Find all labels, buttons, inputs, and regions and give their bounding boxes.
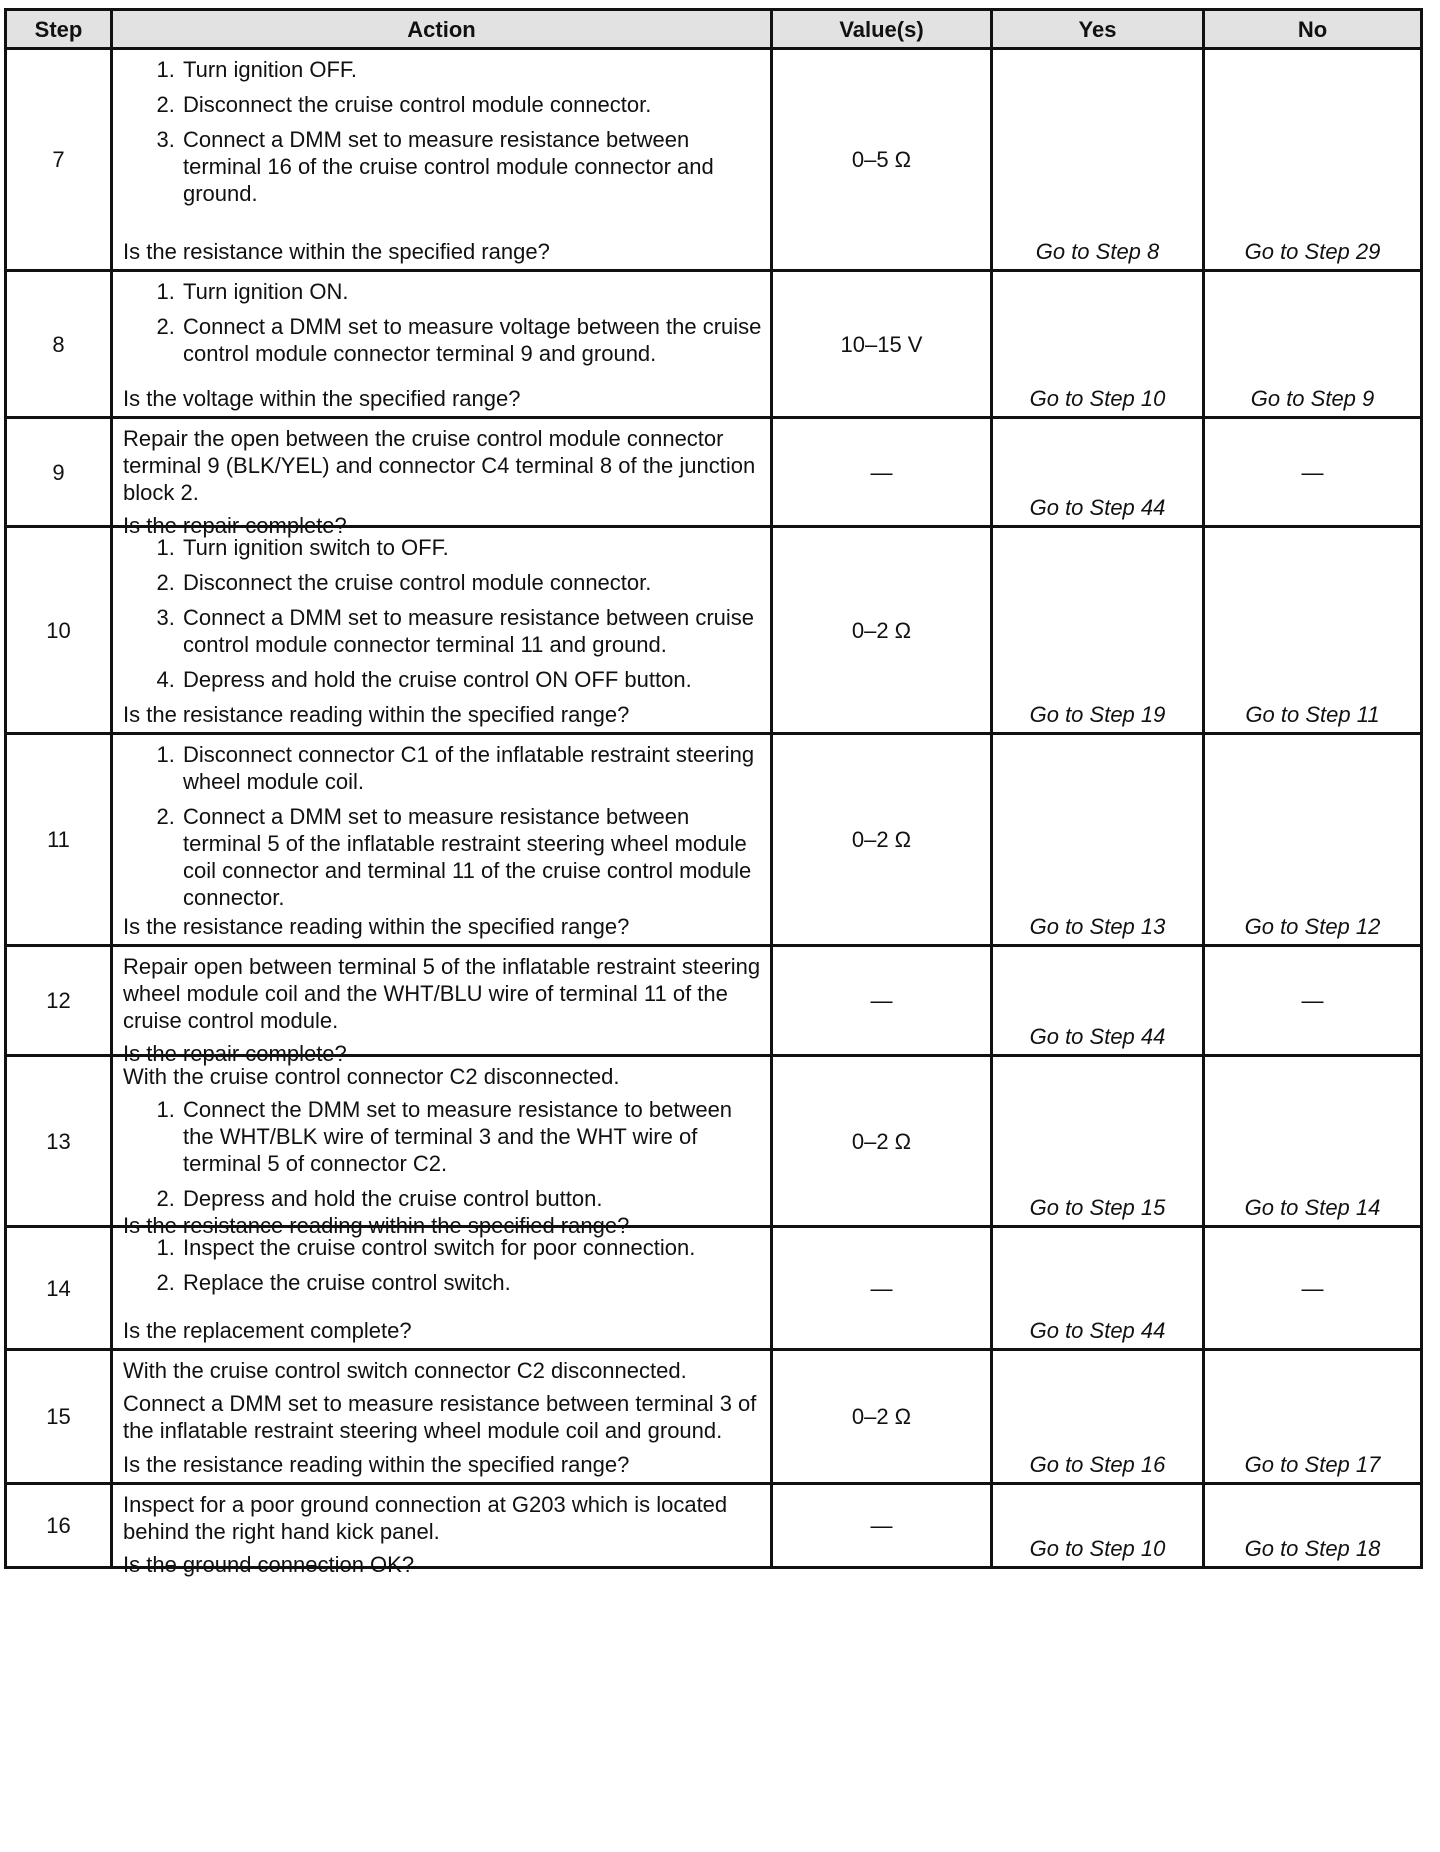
value-cell: 0–5 Ω [772, 49, 992, 271]
action-step-item: 2. Connect a DMM set to measure voltage between the cruise control module connector terminal 9 and ground. [181, 313, 762, 367]
step-number: 11 [6, 734, 112, 946]
action-question: Is the repair complete? [123, 513, 347, 538]
value-cell: — [772, 418, 992, 527]
action-question: Is the resistance reading within the specified range? [123, 914, 630, 939]
yes-goto-link: Go to Step 15 [1029, 1195, 1166, 1220]
action-cell [112, 1350, 772, 1484]
action-step-item: 1. Turn ignition ON. [181, 278, 762, 305]
action-steps-list [123, 1234, 762, 1296]
action-step-item: 1. Connect the DMM set to measure resistance to between the WHT/BLK wire of terminal 3 and the WHT wire of terminal 5 of connector C2. [181, 1096, 762, 1177]
table-row [6, 49, 1422, 271]
value-cell: 0–2 Ω [772, 1350, 992, 1484]
no-goto-link: — [1301, 459, 1324, 485]
table-row [6, 734, 1422, 946]
action-steps-list [123, 56, 762, 207]
table-header-row [6, 10, 1422, 49]
no-goto-link: — [1301, 988, 1324, 1013]
header-action: Action [112, 10, 772, 49]
step-number: 13 [6, 1056, 112, 1227]
table-row [6, 418, 1422, 527]
table-row [6, 271, 1422, 418]
action-intro: Repair the open between the cruise control module connector terminal 9 (BLK/YEL) and connector C4 terminal 8 of the junction block 2. [123, 426, 756, 505]
yes-cell [992, 1056, 1204, 1227]
header-yes: Yes [992, 10, 1204, 49]
value-cell: 0–2 Ω [772, 1056, 992, 1227]
action-cell [112, 49, 772, 271]
step-number: 14 [6, 1227, 112, 1350]
no-goto-link: Go to Step 9 [1250, 386, 1375, 411]
action-steps-list [123, 278, 762, 367]
diagnostic-procedure-table [4, 8, 1423, 1577]
yes-cell [992, 271, 1204, 418]
action-steps-list [123, 741, 762, 911]
value-cell: — [772, 1227, 992, 1350]
value-cell: — [772, 1484, 992, 1568]
no-cell [1204, 1227, 1422, 1350]
yes-goto-link: Go to Step 44 [1029, 1024, 1166, 1049]
no-goto-link: Go to Step 14 [1244, 1195, 1381, 1220]
table-row [6, 1227, 1422, 1350]
no-goto-link: Go to Step 29 [1244, 239, 1381, 264]
action-step-item: 2. Depress and hold the cruise control button. [181, 1185, 762, 1212]
yes-goto-link: Go to Step 10 [1029, 386, 1166, 411]
no-cell [1204, 527, 1422, 734]
yes-cell [992, 1484, 1204, 1568]
yes-goto-link: Go to Step 8 [1035, 239, 1160, 264]
action-step-item: 2. Replace the cruise control switch. [181, 1269, 762, 1296]
value-cell: 0–2 Ω [772, 527, 992, 734]
action-instruction: Connect a DMM set to measure resistance between terminal 3 of the inflatable restraint steering wheel module coil and ground. [123, 1391, 757, 1443]
table-row [6, 1056, 1422, 1227]
action-cell [112, 418, 772, 538]
action-cell [112, 271, 772, 418]
action-question: Is the resistance within the specified range? [123, 239, 550, 264]
action-step-item: 2. Disconnect the cruise control module connector. [181, 569, 762, 596]
table-row [6, 1484, 1422, 1568]
procedure-table-wrapper [4, 8, 1420, 1577]
yes-goto-link: Go to Step 19 [1029, 702, 1166, 727]
no-cell [1204, 49, 1422, 271]
table-row [6, 527, 1422, 734]
action-step-item: 1. Inspect the cruise control switch for poor connection. [181, 1234, 762, 1261]
action-step-item: 1. Turn ignition switch to OFF. [181, 534, 762, 561]
action-cell [112, 946, 772, 1066]
yes-cell [992, 734, 1204, 946]
yes-cell [992, 418, 1204, 527]
step-number: 12 [6, 946, 112, 1056]
value-cell: — [772, 946, 992, 1056]
yes-cell [992, 49, 1204, 271]
no-goto-link: Go to Step 12 [1244, 914, 1381, 939]
header-no: No [1204, 10, 1422, 49]
action-question: Is the replacement complete? [123, 1318, 412, 1343]
action-step-item: 3. Connect a DMM set to measure resistance between terminal 16 of the cruise control module connector and ground. [181, 126, 762, 207]
action-question: Is the voltage within the specified range? [123, 386, 521, 411]
yes-cell [992, 527, 1204, 734]
action-cell [112, 1484, 772, 1577]
yes-goto-link: Go to Step 16 [1029, 1452, 1166, 1477]
action-step-item: 3. Connect a DMM set to measure resistance between cruise control module connector terminal 11 and ground. [181, 604, 762, 658]
value-cell: 0–2 Ω [772, 734, 992, 946]
step-number: 9 [6, 418, 112, 527]
step-number: 15 [6, 1350, 112, 1484]
no-goto-link: Go to Step 17 [1244, 1452, 1381, 1477]
no-cell [1204, 1484, 1422, 1568]
yes-cell [992, 946, 1204, 1056]
no-goto-link: — [1301, 1275, 1324, 1301]
action-cell [112, 1056, 772, 1238]
yes-goto-link: Go to Step 44 [1029, 495, 1166, 520]
table-row [6, 946, 1422, 1056]
step-number: 7 [6, 49, 112, 271]
action-steps-list [123, 534, 762, 693]
value-cell: 10–15 V [772, 271, 992, 418]
action-cell [112, 1227, 772, 1350]
yes-goto-link: Go to Step 44 [1029, 1318, 1166, 1343]
action-steps-list [123, 1096, 762, 1212]
no-cell [1204, 946, 1422, 1056]
no-cell [1204, 271, 1422, 418]
no-goto-link: Go to Step 18 [1244, 1536, 1381, 1561]
action-question: Is the resistance reading within the specified range? [123, 1452, 630, 1477]
no-cell [1204, 418, 1422, 527]
action-question: Is the ground connection OK? [123, 1552, 415, 1577]
step-number: 16 [6, 1484, 112, 1568]
yes-cell [992, 1350, 1204, 1484]
yes-goto-link: Go to Step 10 [1029, 1536, 1166, 1561]
action-cell [112, 527, 772, 734]
yes-goto-link: Go to Step 13 [1029, 914, 1166, 939]
header-step: Step [6, 10, 112, 49]
no-goto-link: Go to Step 11 [1245, 702, 1380, 727]
no-cell [1204, 734, 1422, 946]
action-intro: Inspect for a poor ground connection at G203 which is located behind the right hand kick panel. [123, 1492, 728, 1544]
action-intro: Repair open between terminal 5 of the inflatable restraint steering wheel module coil and the WHT/BLU wire of terminal 11 of the cruise control module. [123, 954, 761, 1033]
action-step-item: 1. Disconnect connector C1 of the inflatable restraint steering wheel module coil. [181, 741, 762, 795]
step-number: 10 [6, 527, 112, 734]
action-cell [112, 734, 772, 946]
header-values: Value(s) [772, 10, 992, 49]
action-intro: With the cruise control connector C2 disconnected. [123, 1064, 620, 1089]
action-step-item: 2. Connect a DMM set to measure resistance between terminal 5 of the inflatable restraint steering wheel module coil connector and terminal 11 of the cruise control module connector. [181, 803, 762, 911]
action-step-item: 4. Depress and hold the cruise control ON OFF button. [181, 666, 762, 693]
table-row [6, 1350, 1422, 1484]
action-step-item: 1. Turn ignition OFF. [181, 56, 762, 83]
no-cell [1204, 1350, 1422, 1484]
action-intro: With the cruise control switch connector C2 disconnected. [123, 1358, 687, 1383]
no-cell [1204, 1056, 1422, 1227]
step-number: 8 [6, 271, 112, 418]
action-step-item: 2. Disconnect the cruise control module connector. [181, 91, 762, 118]
action-question: Is the resistance reading within the specified range? [123, 1213, 630, 1238]
action-question: Is the resistance reading within the specified range? [123, 702, 630, 727]
action-question: Is the repair complete? [123, 1041, 347, 1066]
table-body [6, 49, 1422, 1577]
yes-cell [992, 1227, 1204, 1350]
